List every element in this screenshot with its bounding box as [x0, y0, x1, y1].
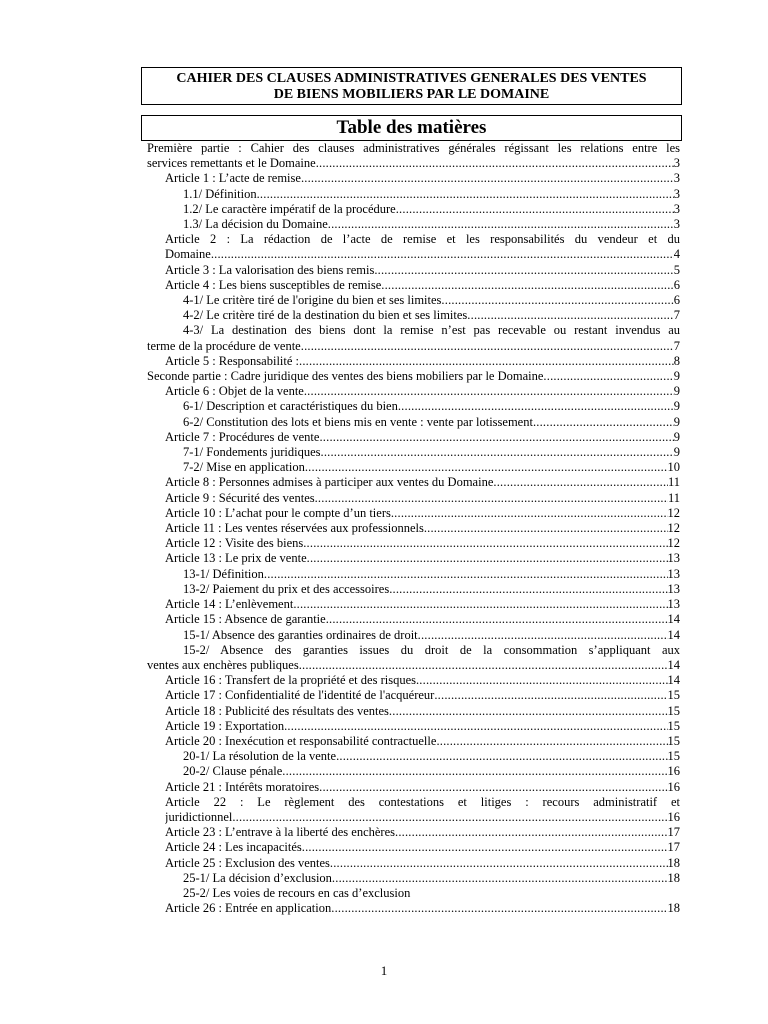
toc-entry-page: 15 — [667, 733, 680, 748]
dot-leader — [330, 856, 668, 871]
toc-entry[interactable] — [147, 521, 680, 536]
dot-leader — [389, 582, 667, 597]
toc-entry-page: 18 — [667, 855, 680, 870]
toc-entry-title: 20-1/ La résolution de la vente — [183, 749, 337, 764]
toc-entry-page: 7 — [673, 308, 680, 323]
toc-entry-text-line: 15-2/ Absence des garanties issues du droit de la consommation s’appliquant aux — [183, 642, 680, 657]
dot-leader — [336, 749, 667, 764]
toc-entry-page: 13 — [667, 551, 680, 566]
dot-leader — [232, 810, 667, 825]
dot-leader — [398, 399, 674, 414]
dot-leader — [543, 369, 673, 384]
toc-entry-title: Article 16 : Transfert de la propriété et des risques — [165, 673, 416, 688]
dot-leader — [257, 187, 674, 202]
toc-entry[interactable] — [147, 232, 680, 262]
toc-entry-title: Article 26 : Entrée en application — [165, 901, 332, 916]
toc-entry-title: 15-1/ Absence des garanties ordinaires de droit — [183, 627, 418, 642]
toc-entry-title: Article 10 : L’achat pour le compte d’un tiers — [165, 505, 391, 520]
dot-leader — [307, 551, 668, 566]
toc-entry-page: 3 — [673, 156, 680, 171]
toc-entry[interactable] — [147, 263, 680, 278]
dot-leader — [264, 567, 668, 582]
dot-leader — [389, 704, 668, 719]
toc-entry[interactable] — [147, 551, 680, 566]
toc-entry[interactable] — [147, 384, 680, 399]
document-title-line-2: DE BIENS MOBILIERS PAR LE DOMAINE — [273, 87, 550, 102]
toc-entry[interactable] — [147, 901, 680, 916]
toc-entry-title: Article 14 : L’enlèvement — [165, 597, 294, 612]
dot-leader — [416, 673, 668, 688]
dot-leader — [331, 901, 667, 916]
dot-leader — [302, 840, 668, 855]
toc-entry-page: 3 — [673, 201, 680, 216]
toc-entry[interactable] — [147, 734, 680, 749]
toc-entry-title: Article 3 : La valorisation des biens remis — [165, 262, 375, 277]
toc-entry-page: 18 — [667, 901, 680, 916]
toc-entry-page: 14 — [667, 612, 680, 627]
dot-leader — [381, 278, 673, 293]
toc-entry[interactable] — [147, 475, 680, 490]
toc-entry[interactable] — [147, 628, 680, 643]
toc-entry-title: Article 5 : Responsabilité : — [165, 353, 300, 368]
toc-heading: Table des matières — [336, 117, 487, 138]
table-of-contents — [147, 141, 680, 916]
toc-entry-title: Article 7 : Procédures de vente — [165, 429, 320, 444]
toc-entry-page: 14 — [667, 657, 680, 672]
toc-entry[interactable] — [147, 597, 680, 612]
toc-entry[interactable] — [147, 536, 680, 551]
toc-entry-page: 18 — [667, 870, 680, 885]
toc-entry[interactable] — [147, 840, 680, 855]
toc-entry[interactable] — [147, 399, 680, 414]
toc-entry-page: 9 — [673, 445, 680, 460]
dot-leader — [293, 597, 667, 612]
dot-leader — [418, 628, 668, 643]
toc-entry-title: 20-2/ Clause pénale — [183, 764, 283, 779]
dot-leader — [305, 460, 668, 475]
dot-leader — [321, 445, 674, 460]
dot-leader — [315, 491, 668, 506]
toc-entry[interactable] — [147, 323, 680, 353]
toc-entry-title: Article 17 : Confidentialité de l'identité de l'acquéreur — [165, 688, 435, 703]
toc-entry[interactable] — [147, 506, 680, 521]
toc-entry-page: 16 — [667, 779, 680, 794]
toc-entry-title: services remettants et le Domaine — [147, 156, 316, 171]
toc-entry-title: 25-1/ La décision d’exclusion — [183, 870, 332, 885]
dot-leader — [299, 354, 674, 369]
toc-entry-title: 1.2/ Le caractère impératif de la procédure — [183, 201, 396, 216]
toc-entry-page: 3 — [673, 186, 680, 201]
dot-leader — [301, 171, 674, 186]
toc-entry-title: juridictionnel — [165, 809, 233, 824]
toc-entry-page: 14 — [667, 673, 680, 688]
toc-entry-title: ventes aux enchères publiques — [147, 657, 299, 672]
toc-entry[interactable] — [147, 612, 680, 627]
toc-entry-page: 3 — [673, 171, 680, 186]
toc-entry-page: 15 — [667, 703, 680, 718]
toc-entry[interactable] — [147, 643, 680, 673]
toc-entry[interactable] — [147, 749, 680, 764]
toc-entry-page: 15 — [667, 718, 680, 733]
toc-entry-title: Article 19 : Exportation — [165, 718, 285, 733]
toc-entry-title: 4-1/ Le critère tiré de l'origine du bien et ses limites — [183, 293, 442, 308]
toc-entry-title: Article 8 : Personnes admises à participer aux ventes du Domaine — [165, 475, 494, 490]
toc-entry-title: Article 20 : Inexécution et responsabilité contractuelle — [165, 733, 437, 748]
toc-entry[interactable] — [147, 430, 680, 445]
toc-entry-page: 6 — [673, 277, 680, 292]
dot-leader — [282, 764, 667, 779]
toc-entry-page: 11 — [667, 490, 680, 505]
dot-leader — [301, 339, 674, 354]
dot-leader — [319, 780, 667, 795]
toc-entry-title: Article 6 : Objet de la vente — [165, 384, 304, 399]
toc-entry[interactable] — [147, 856, 680, 871]
toc-entry-page: 17 — [667, 825, 680, 840]
dot-leader — [211, 247, 674, 262]
toc-entry-page: 12 — [667, 521, 680, 536]
dot-leader — [434, 688, 667, 703]
toc-entry[interactable] — [147, 415, 680, 430]
toc-entry[interactable] — [147, 354, 680, 369]
dot-leader — [326, 612, 668, 627]
dot-leader — [299, 658, 668, 673]
toc-entry[interactable] — [147, 217, 680, 232]
toc-entry-page: 3 — [673, 217, 680, 232]
toc-entry-title: Seconde partie : Cadre juridique des ventes des biens mobiliers par le Domaine — [147, 369, 544, 384]
toc-entry-title: 1.3/ La décision du Domaine — [183, 217, 328, 232]
toc-entry[interactable] — [147, 187, 680, 202]
dot-leader — [332, 871, 668, 886]
toc-entry-page: 9 — [673, 429, 680, 444]
dot-leader — [304, 384, 674, 399]
dot-leader — [391, 506, 668, 521]
dot-leader — [493, 475, 668, 490]
dot-leader — [441, 293, 673, 308]
toc-entry-page: 13 — [667, 566, 680, 581]
toc-entry-page: 11 — [667, 475, 680, 490]
toc-entry-page: 5 — [673, 262, 680, 277]
toc-entry-page: 14 — [667, 627, 680, 642]
toc-entry-page: 17 — [667, 840, 680, 855]
toc-entry-title: 7-2/ Mise en application — [183, 460, 305, 475]
dot-leader — [303, 536, 667, 551]
toc-entry[interactable] — [147, 171, 680, 186]
toc-entry[interactable] — [147, 582, 680, 597]
toc-entry[interactable] — [147, 871, 680, 886]
toc-entry[interactable] — [147, 688, 680, 703]
toc-entry-title: 13-2/ Paiement du prix et des accessoires — [183, 581, 390, 596]
toc-heading-box — [141, 115, 682, 141]
toc-entry-title: Article 4 : Les biens susceptibles de remise — [165, 277, 382, 292]
toc-entry-page: 9 — [673, 414, 680, 429]
toc-entry-title: Article 18 : Publicité des résultats des ventes — [165, 703, 389, 718]
toc-entry-title: 4-2/ Le critère tiré de la destination du bien et ses limites — [183, 308, 468, 323]
toc-entry[interactable] — [147, 719, 680, 734]
toc-entry-title: Article 24 : Les incapacités — [165, 840, 302, 855]
toc-entry-text-line: Article 2 : La rédaction de l’acte de remise et les responsabilités du vendeur et du — [165, 232, 680, 247]
toc-entry-page: 13 — [667, 597, 680, 612]
toc-entry-page: 7 — [673, 338, 680, 353]
toc-entry[interactable] — [147, 764, 680, 779]
toc-entry[interactable] — [147, 673, 680, 688]
toc-entry-text-line: 4-3/ La destination des biens dont la remise n’est pas recevable ou restant invendus au — [183, 323, 680, 338]
toc-entry-page: 9 — [673, 399, 680, 414]
toc-entry-title: Article 11 : Les ventes réservées aux professionnels — [165, 521, 424, 536]
toc-entry-page: 15 — [667, 688, 680, 703]
dot-leader — [467, 308, 673, 323]
toc-entry-page: 15 — [667, 749, 680, 764]
toc-entry-title: Article 21 : Intérêts moratoires — [165, 779, 320, 794]
toc-entry-title: 25-2/ Les voies de recours en cas d’exclusion — [183, 885, 411, 900]
toc-entry-page: 12 — [667, 505, 680, 520]
toc-entry[interactable] — [147, 825, 680, 840]
toc-entry-text-line: Article 22 : Le règlement des contestations et litiges : recours administratif et — [165, 794, 680, 809]
toc-entry-title: Article 9 : Sécurité des ventes — [165, 490, 315, 505]
toc-entry-page: 13 — [667, 581, 680, 596]
toc-entry-title: Article 13 : Le prix de vente — [165, 551, 307, 566]
toc-entry-title: 1.1/ Définition — [183, 186, 257, 201]
dot-leader — [316, 156, 674, 171]
toc-entry[interactable] — [147, 704, 680, 719]
toc-entry[interactable] — [147, 460, 680, 475]
page-number: 1 — [380, 963, 388, 978]
toc-entry-title: 7-1/ Fondements juridiques — [183, 445, 321, 460]
toc-entry[interactable] — [147, 491, 680, 506]
toc-entry-title: Article 1 : L’acte de remise — [165, 171, 301, 186]
toc-entry[interactable] — [147, 202, 680, 217]
toc-entry-title: 6-2/ Constitution des lots et biens mis en vente : vente par lotissement — [183, 414, 533, 429]
toc-entry[interactable] — [147, 369, 680, 384]
document-title-line-1: CAHIER DES CLAUSES ADMINISTRATIVES GENERALES DES VENTES — [176, 71, 647, 86]
toc-entry-title: terme de la procédure de vente — [147, 338, 301, 353]
toc-entry-page: 16 — [667, 809, 680, 824]
document-title-box — [141, 67, 682, 105]
toc-entry-page: 10 — [667, 460, 680, 475]
toc-entry-title: 13-1/ Définition — [183, 566, 264, 581]
toc-entry-page: 9 — [673, 384, 680, 399]
toc-entry[interactable] — [147, 795, 680, 825]
dot-leader — [374, 263, 673, 278]
dot-leader — [424, 521, 668, 536]
dot-leader — [284, 719, 667, 734]
toc-entry[interactable] — [147, 780, 680, 795]
toc-entry-title: Article 15 : Absence de garantie — [165, 612, 326, 627]
dot-leader — [533, 415, 674, 430]
toc-entry[interactable] — [147, 278, 680, 293]
dot-leader — [319, 430, 673, 445]
toc-entry[interactable] — [147, 141, 680, 171]
dot-leader — [436, 734, 667, 749]
toc-entry-page: 8 — [673, 353, 680, 368]
toc-entry[interactable] — [147, 567, 680, 582]
toc-entry-page: 4 — [673, 247, 680, 262]
dot-leader — [396, 202, 674, 217]
toc-entry[interactable] — [147, 445, 680, 460]
dot-leader — [328, 217, 674, 232]
toc-entry[interactable] — [147, 886, 680, 901]
toc-entry-title: 6-1/ Description et caractéristiques du bien — [183, 399, 398, 414]
toc-entry-title: Domaine — [165, 247, 211, 262]
toc-entry-text-line: Première partie : Cahier des clauses administratives générales régissant les relations entre les — [147, 141, 680, 155]
toc-entry-title: Article 23 : L’entrave à la liberté des enchères — [165, 825, 395, 840]
toc-entry-page: 12 — [667, 536, 680, 551]
toc-entry-page: 6 — [673, 293, 680, 308]
toc-entry-page: 9 — [673, 369, 680, 384]
toc-entry-title: Article 12 : Visite des biens — [165, 536, 304, 551]
toc-entry[interactable] — [147, 308, 680, 323]
toc-entry-page: 16 — [667, 764, 680, 779]
toc-entry[interactable] — [147, 293, 680, 308]
toc-entry-title: Article 25 : Exclusion des ventes — [165, 855, 330, 870]
dot-leader — [395, 825, 668, 840]
